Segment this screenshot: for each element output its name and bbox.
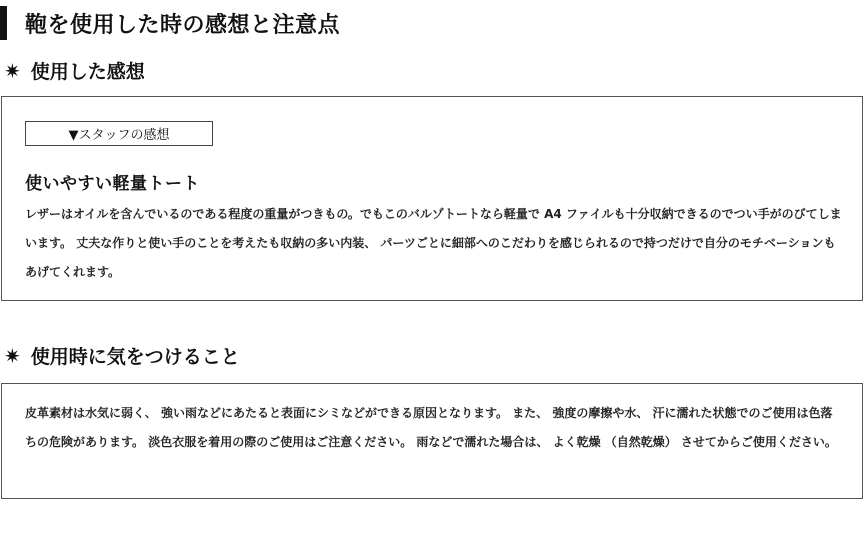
star-burst-icon: ✷ bbox=[4, 343, 21, 368]
section-heading-cautions bbox=[4, 342, 240, 369]
star-burst-icon: ✷ bbox=[4, 58, 21, 83]
page-title bbox=[0, 6, 340, 40]
section-heading-impressions bbox=[4, 57, 145, 84]
cautions-body: 皮革素材は水気に弱く、 強い雨などにあたると表面にシミなどができる原因となります。 また、 強度の摩擦や水、 汗に濡れた状態でのご使用は色落ちの危険があります。 淡色衣服を着用の際のご使用はご注意ください。 雨などで濡れた場合は、 よく乾燥 （自然乾燥） させてからご使用ください。 bbox=[25, 406, 837, 449]
impressions-box bbox=[1, 96, 863, 301]
review-body: レザーはオイルを含んでいるのである程度の重量がつきもの。でもこのバルゾトートなら軽量で A4 ファイルも十分収納できるのでつい手がのびてしまいます。 丈夫な作りと使い手のことを考えたも収納の多い内装、 パーツごとに細部へのこだわりを感じられるので持つだけで自分のモチベーションもあげてくれます。 bbox=[25, 207, 842, 279]
section-heading-cautions-text: 使用時に気をつけること bbox=[30, 346, 240, 368]
staff-impression-label: ▼スタッフの感想 bbox=[25, 121, 213, 146]
section-heading-impressions-text: 使用した感想 bbox=[30, 61, 145, 83]
cautions-box bbox=[1, 383, 863, 499]
title-accent-bar bbox=[0, 6, 7, 40]
page-title-text: 鞄を使用した時の感想と注意点 bbox=[25, 11, 341, 38]
review-heading: 使いやすい軽量トート bbox=[25, 174, 200, 194]
